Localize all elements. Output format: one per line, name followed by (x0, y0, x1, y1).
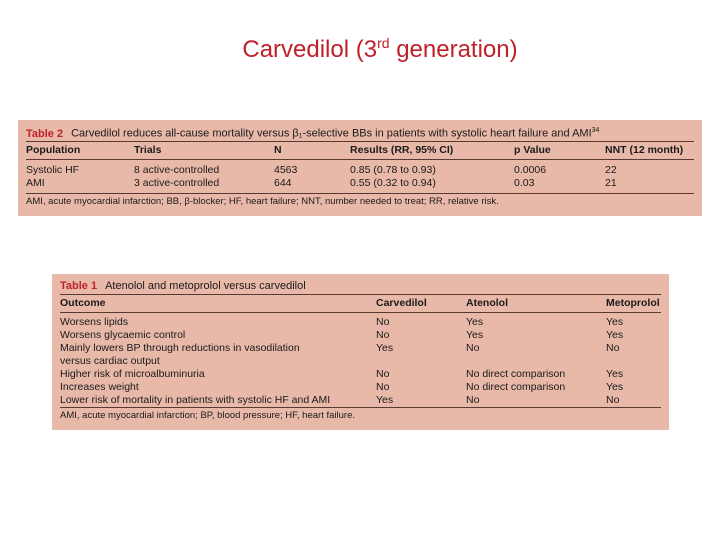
table-cell: Lower risk of mortality in patients with systolic HF and AMI (60, 394, 331, 406)
table-cell: 0.85 (0.78 to 0.93) (350, 164, 436, 176)
table-1-header-metoprolol: Metoprolol (606, 297, 660, 309)
table-cell: No direct comparison (466, 368, 566, 380)
table-cell: No (376, 381, 390, 393)
table-1 (52, 274, 669, 430)
table-2-caption-ref: 34 (591, 127, 600, 134)
table-1-header-atenolol: Atenolol (466, 297, 508, 309)
table-cell: 4563 (274, 164, 298, 176)
table-1-header-carvedilol: Carvedilol (376, 297, 427, 309)
table-cell: Yes (466, 316, 484, 328)
table-cell: 0.0006 (514, 164, 547, 176)
table-cell: 21 (605, 177, 617, 189)
table-cell: 644 (274, 177, 292, 189)
table-2-header-trials: Trials (134, 144, 162, 156)
table-cell: No (376, 329, 390, 341)
table-row (26, 164, 694, 177)
table-row (60, 368, 661, 381)
table-2-footnote: AMI, acute myocardial infarction; BB, β-blocker; HF, heart failure; NNT, number needed to treat; RR, relative risk. (26, 196, 499, 207)
table-cell: Yes (466, 329, 484, 341)
table-1-header-row (60, 295, 661, 312)
table-1-header-outcome: Outcome (60, 297, 106, 309)
table-row (60, 342, 661, 368)
table-cell: AMI (26, 177, 45, 189)
table-2-header-nnt: NNT (12 month) (605, 144, 684, 156)
table-cell: No (606, 394, 620, 406)
slide-title (0, 36, 720, 64)
table-2-header-n: N (274, 144, 282, 156)
table-1-footnote: AMI, acute myocardial infarction; BP, blood pressure; HF, heart failure. (60, 410, 355, 421)
table-1-caption (60, 279, 661, 294)
table-1-number: Table 1 (60, 280, 98, 292)
table-row (60, 329, 661, 342)
table-cell: Yes (376, 342, 394, 354)
table-cell: Worsens glycaemic control (60, 329, 186, 341)
table-cell: Mainly lowers BP through reductions in vasodilation versus cardiac output (60, 342, 300, 367)
table-2 (18, 120, 702, 216)
table-cell: Increases weight (60, 381, 139, 393)
table-cell: Yes (606, 368, 624, 380)
table-cell: Yes (606, 316, 624, 328)
table-cell: No (466, 342, 480, 354)
table-cell: Higher risk of microalbuminuria (60, 368, 205, 380)
table-2-number: Table 2 (26, 127, 64, 140)
table-cell: Systolic HF (26, 164, 80, 176)
table-1-caption-text: Atenolol and metoprolol versus carvedilol (105, 280, 306, 292)
slide-title-superscript: rd (377, 35, 390, 51)
table-cell: Yes (606, 329, 624, 341)
table-cell: 22 (605, 164, 617, 176)
table-2-caption-text: Carvedilol reduces all-cause mortality versus β₁-selective BBs in patients with systolic heart failure and AMI (71, 127, 592, 140)
table-cell: Yes (606, 381, 624, 393)
table-row (26, 177, 694, 190)
slide-title-text-end: generation) (389, 36, 518, 63)
table-cell: 0.03 (514, 177, 535, 189)
table-2-header-p-value: p Value (514, 144, 551, 156)
table-cell: No (376, 368, 390, 380)
table-2-header-row (26, 142, 694, 159)
table-cell: No (376, 316, 390, 328)
table-cell: Yes (376, 394, 394, 406)
table-2-header-results: Results (RR, 95% CI) (350, 144, 454, 156)
table-2-header-population: Population (26, 144, 81, 156)
table-cell: No direct comparison (466, 381, 566, 393)
table-row (60, 316, 661, 329)
table-row (60, 381, 661, 394)
table-row (60, 394, 661, 407)
slide-title-text: Carvedilol (3 (242, 36, 378, 63)
table-cell: Worsens lipids (60, 316, 129, 328)
table-cell: 8 active-controlled (134, 164, 220, 176)
table-cell: 3 active-controlled (134, 177, 220, 189)
table-cell: 0.55 (0.32 to 0.94) (350, 177, 436, 189)
table-cell: No (606, 342, 620, 354)
table-2-caption (26, 123, 694, 138)
table-cell: No (466, 394, 480, 406)
